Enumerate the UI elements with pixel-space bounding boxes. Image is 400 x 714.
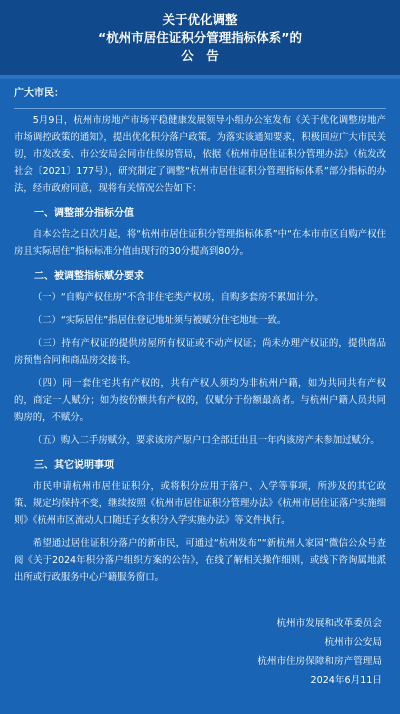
section-2-item-5: （五）购入二手房赋分，要求该房产原户口全部迁出且一年内该房产未参加过赋分。 [32,435,380,446]
intro-paragraph: 5月9日，杭州市房地产市场平稳健康发展领导小组办公室发布《关于优化调整房地产市场调控政策的通知》，提出优化积分落户政策。为落实该通知要求，积极回应广大市民关切，市发改委、市公安局会同市住保房管局，依据《杭州市居住证积分管理办法》（杭发改社会〔2021〕177号），研究制定了调整“杭州市居住证积分管理指标体系”部分指标的办法，经市政府同意，现将有关情况公告如下： [14,115,386,194]
header-line-3: 公 告 [181,47,219,63]
header-line-2: “杭州市居住证积分管理指标体系”的 [98,29,302,45]
signature-org-3: 杭州市住房保障和房产管理局 [257,656,382,667]
section-3-title: 三、其它说明事项 [34,460,114,471]
section-3-para-1: 市民申请杭州市居住证积分，或将积分应用于落户、入学等事项，所涉及的其它政策、规定均保持不变，继续按照《杭州市居住证积分管理办法》《杭州市居住证落户实施细则》《杭州市区流动人口随迁子女积分入学实施办法》等文件执行。 [14,481,386,526]
signature-org-2: 杭州市公安局 [324,637,382,648]
section-2-item-3: （三）持有产权证的提供房屋所有权证或不动产权证；尚未办理产权证的，提供商品房预售合同和商品房交接书。 [14,338,386,366]
announcement-header [0,0,400,75]
section-2-item-4: （四）同一套住宅共有产权的，共有产权人须均为非杭州户籍，如为共同共有产权的，商定一人赋分；如为按份额共有产权的，仅赋分于份额最高者。与杭州户籍人员共同购房的，不赋分。 [14,378,386,423]
section-2-title: 二、被调整指标赋分要求 [34,271,144,282]
section-1-para-1: 自本公告之日次月起，将“杭州市居住证积分管理指标体系”中“在本市市区自购产权住房且实际居住”指标标准分值由现行的30分提高到80分。 [14,229,386,257]
salutation: 广大市民： [14,88,64,99]
section-3-para-2: 希望通过居住证积分落户的新市民，可通过“杭州发布”“新杭州人家园”微信公众号查阅《关于2024年积分落户组织方案的公告》，在线了解相关操作细则，或线下咨询属地派出所或行政服务中心户籍服务窗口。 [14,538,386,583]
header-line-1: 关于优化调整 [162,11,238,27]
salutation-rule [14,108,386,109]
announcement-body [0,79,400,714]
section-2-item-1: （一）“自购产权住房”不含非住宅类产权房，自购多套房不累加计分。 [32,292,324,303]
signature-date: 2024年6月11日 [310,675,382,686]
signature-block [257,614,382,690]
section-2-item-2: （二）“实际居住”指居住登记地址须与被赋分住宅地址一致。 [32,315,287,326]
signature-org-1: 杭州市发展和改革委员会 [276,618,382,629]
section-1-title: 一、调整部分指标分值 [34,208,134,219]
